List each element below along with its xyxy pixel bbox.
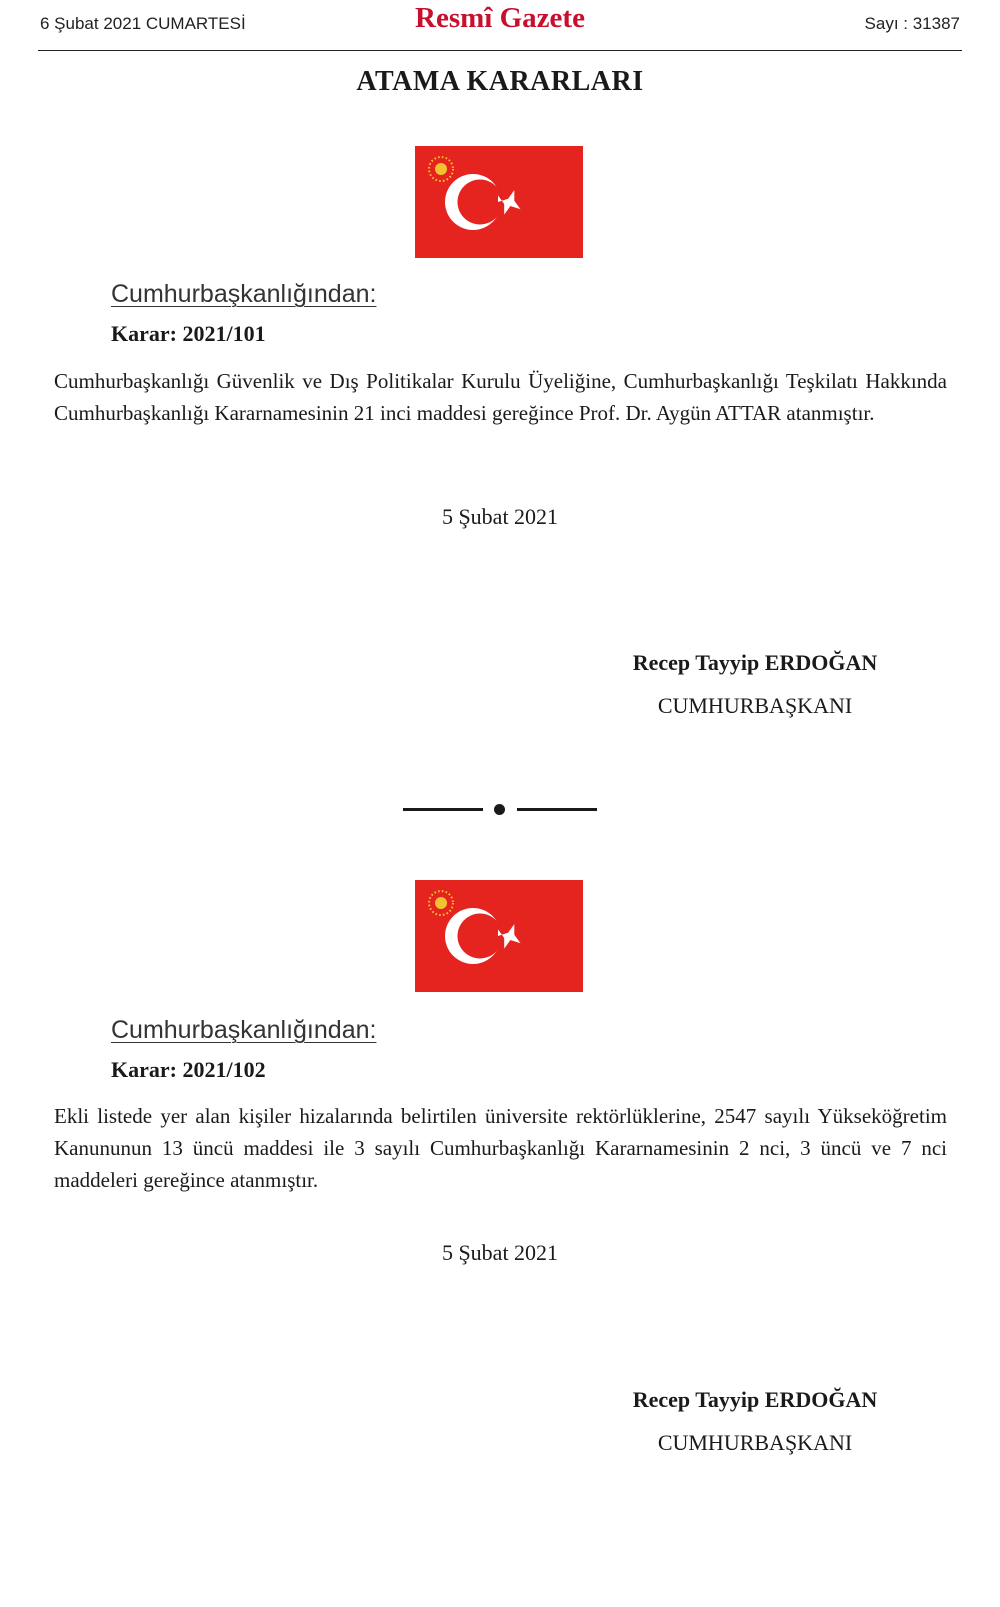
signer-name: Recep Tayyip ERDOĞAN [632,1387,878,1412]
header-date: 6 Şubat 2021 CUMARTESİ [40,14,246,33]
presidential-flag-icon [415,880,583,992]
gazette-title: Resmî Gazete [415,2,585,34]
signer-name: Recep Tayyip ERDOĞAN [632,650,878,675]
decision-number: Karar: 2021/102 [111,1057,266,1082]
issuer-label: Cumhurbaşkanlığından: [111,1016,377,1044]
decision-number: Karar: 2021/101 [111,321,266,346]
decision-date: 5 Şubat 2021 [441,504,559,529]
signer-title: CUMHURBAŞKANI [657,693,853,718]
issuer-label: Cumhurbaşkanlığından: [111,280,377,308]
page-title: ATAMA KARARLARI [356,66,644,97]
decision-body: Ekli listede yer alan kişiler hizalarında belirtilen üniversite rektörlüklerine, 2547 sayılı Yükseköğretim Kanununun 13 üncü maddesi ile 3 sayılı Cumhurbaşkanlığı Kararnamesinin 2 nci, 3 üncü ve 7 nci maddeleri gereğince atanmıştır. [54,1104,947,1192]
decision-date: 5 Şubat 2021 [441,1240,559,1265]
signer-title: CUMHURBAŞKANI [657,1430,853,1455]
issue-number: Sayı : 31387 [864,14,960,33]
decision-body: Cumhurbaşkanlığı Güvenlik ve Dış Politikalar Kurulu Üyeliğine, Cumhurbaşkanlığı Teşkilatı Hakkında Cumhurbaşkanlığı Kararnamesinin 21 inci maddesi gereğince Prof. Dr. Aygün ATTAR atanmıştır. [54,369,947,425]
